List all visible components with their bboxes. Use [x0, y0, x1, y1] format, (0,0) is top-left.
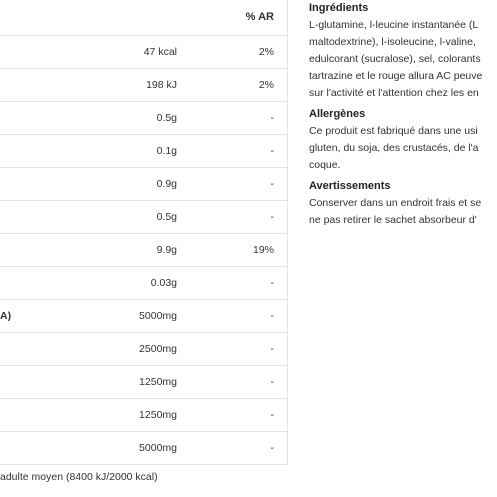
nutrient-ar: -: [270, 343, 274, 355]
nutrient-amount: 5000mg: [139, 442, 177, 454]
nutrient-amount: 0.5g: [156, 112, 177, 124]
warnings-section: [309, 178, 497, 229]
table-header-row: [0, 0, 287, 35]
nutrient-ar: -: [270, 376, 274, 388]
table-row: [0, 398, 287, 431]
nutrient-ar: -: [270, 409, 274, 421]
nutrient-amount: 2500mg: [139, 343, 177, 355]
nutrient-amount: 0.1g: [156, 145, 177, 157]
nutrient-amount: 1250mg: [139, 409, 177, 421]
nutrient-amount: 0.5g: [156, 211, 177, 223]
nutrient-amount: 9.9g: [156, 244, 177, 256]
nutrient-ar: 2%: [258, 46, 274, 58]
text-line: L-glutamine, l-leucine instantanée (L: [309, 19, 479, 31]
table-row: [0, 68, 287, 101]
nutrient-ar: -: [270, 310, 274, 322]
table-row: [0, 200, 287, 233]
text-line: maltodextrine), l-isoleucine, l-valine,: [309, 36, 476, 48]
text-line: Conserver dans un endroit frais et se: [309, 197, 482, 209]
nutrient-amount: 198 kJ: [146, 79, 177, 91]
column-header-ar: % AR: [245, 11, 274, 23]
table-row: [0, 35, 287, 68]
text-line: edulcorant (sucralose), sel, colorants: [309, 53, 481, 65]
ingredients-title: Ingrédients: [309, 2, 369, 14]
table-row: [0, 233, 287, 266]
table-row: [0, 266, 287, 299]
table-row: [0, 167, 287, 200]
nutrient-amount: 0.03g: [150, 277, 177, 289]
table-footnote: adulte moyen (8400 kJ/2000 kcal): [0, 471, 158, 483]
table-row: [0, 101, 287, 134]
table-row: [0, 134, 287, 167]
nutrient-ar: -: [270, 178, 274, 190]
nutrient-ar: 19%: [252, 244, 274, 256]
allergens-title: Allergènes: [309, 108, 366, 120]
nutrient-ar: -: [270, 145, 274, 157]
nutrient-amount: 1250mg: [139, 376, 177, 388]
table-row: [0, 431, 287, 464]
nutrient-amount: 0.9g: [156, 178, 177, 190]
text-line: tartrazine et le rouge allura AC peuve: [309, 70, 483, 82]
allergens-section: [309, 106, 497, 174]
table-body: [0, 35, 287, 464]
nutrient-ar: -: [270, 211, 274, 223]
warnings-title: Avertissements: [309, 180, 391, 192]
nutrient-ar: -: [270, 442, 274, 454]
text-line: gluten, du soja, des crustacés, de l'a: [309, 142, 479, 154]
table-row: [0, 365, 287, 398]
table-row: [0, 332, 287, 365]
nutrient-label: A): [0, 310, 12, 322]
ingredients-section: [309, 0, 497, 102]
table-row: [0, 299, 287, 332]
nutrient-ar: -: [270, 277, 274, 289]
text-line: Ce produit est fabriqué dans une usi: [309, 125, 478, 137]
nutrient-ar: -: [270, 112, 274, 124]
product-info-panel: [309, 0, 497, 233]
warnings-text: [309, 195, 497, 229]
text-line: sur l'activité et l'attention chez les en: [309, 87, 479, 99]
nutrient-amount: 47 kcal: [143, 46, 177, 58]
text-line: coque.: [309, 159, 341, 171]
nutrient-ar: 2%: [258, 79, 274, 91]
nutrient-amount: 5000mg: [139, 310, 177, 322]
text-line: ne pas retirer le sachet absorbeur d': [309, 214, 477, 226]
allergens-text: [309, 123, 497, 174]
ingredients-text: [309, 17, 497, 102]
